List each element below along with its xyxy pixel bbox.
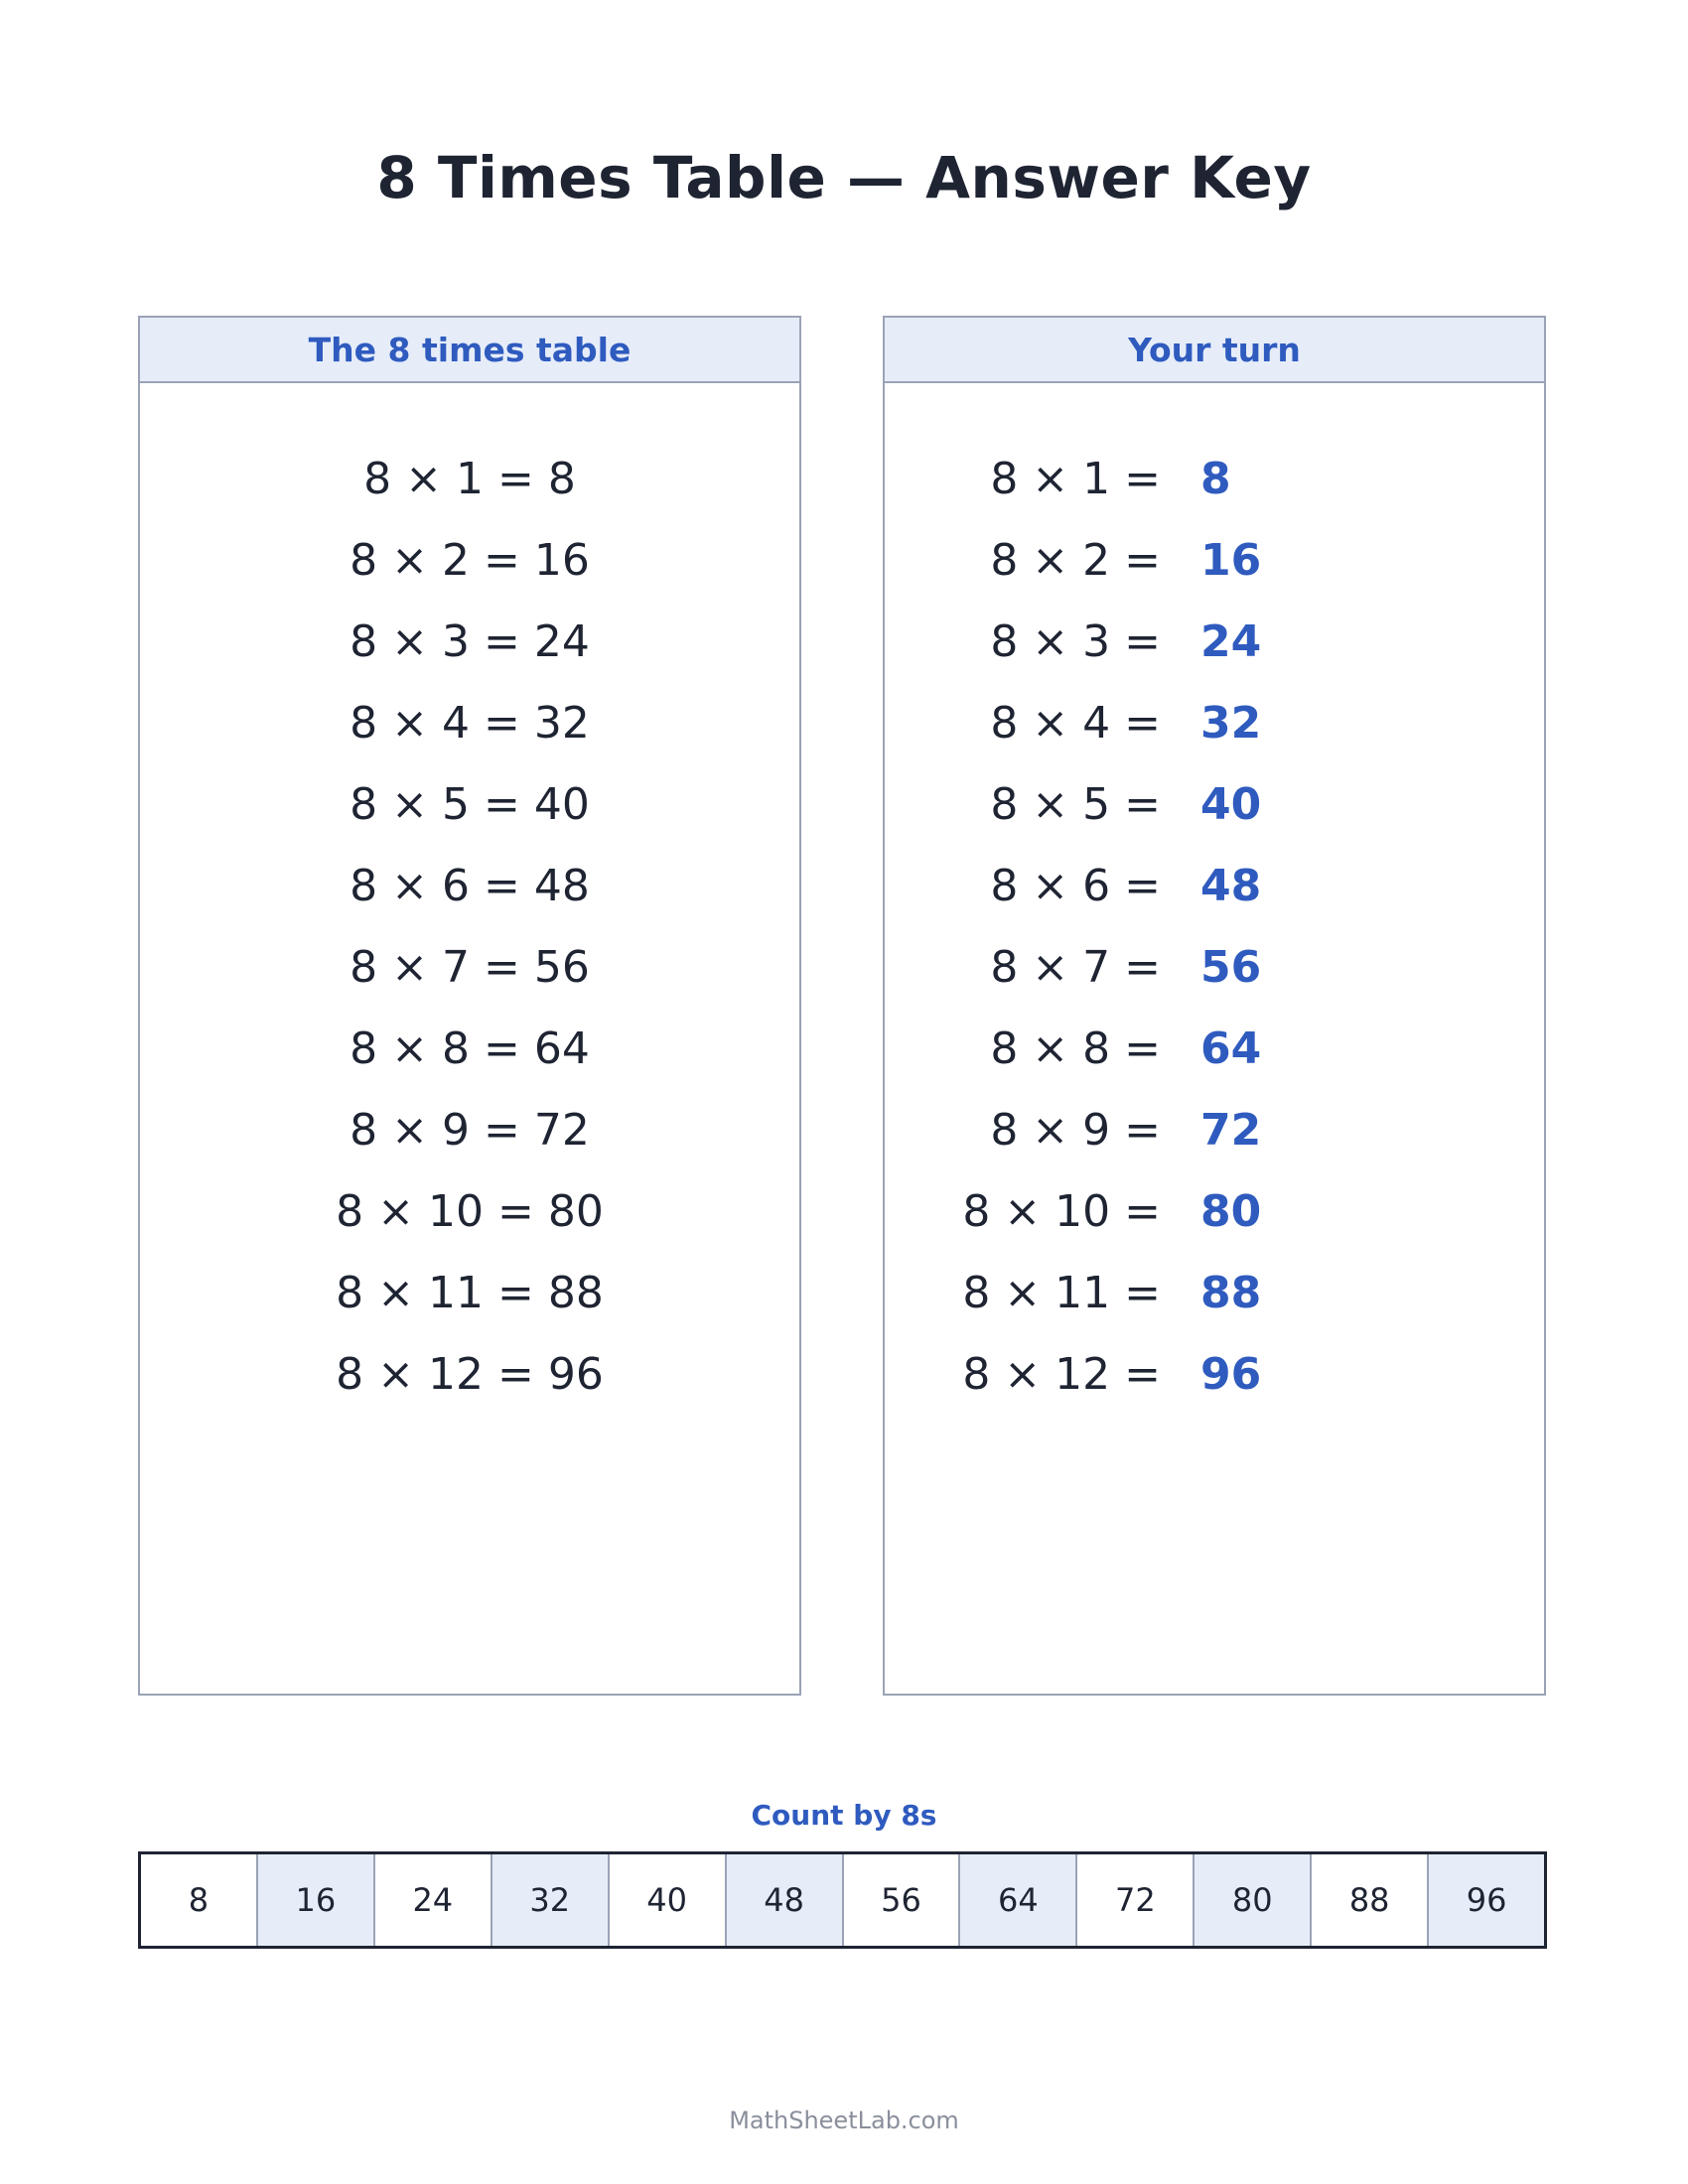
count-by-title: Count by 8s xyxy=(751,1799,937,1832)
count-cell: 48 xyxy=(727,1854,844,1946)
question-text: 8 × 1 = xyxy=(990,453,1161,504)
fact-row: 8 × 2 = 16 xyxy=(350,534,590,586)
site-footer: MathSheetLab.com xyxy=(729,2107,959,2134)
count-cell: 16 xyxy=(258,1854,375,1946)
answer-value: 72 xyxy=(1200,1104,1262,1156)
question-text: 8 × 2 = xyxy=(990,534,1161,586)
question-text: 8 × 10 = xyxy=(962,1185,1161,1237)
fact-row: 8 × 12 = 96 xyxy=(336,1348,604,1400)
count-cell: 8 xyxy=(141,1854,258,1946)
question-text: 8 × 5 = xyxy=(990,778,1161,830)
your-turn-rows xyxy=(885,383,1544,1694)
question-text: 8 × 4 = xyxy=(990,697,1161,749)
answer-value: 48 xyxy=(1200,860,1262,911)
fact-row: 8 × 9 = 72 xyxy=(350,1104,590,1156)
times-table-panel xyxy=(138,316,801,1696)
times-table-facts xyxy=(140,383,799,1694)
answer-value: 16 xyxy=(1200,534,1262,586)
answer-value: 40 xyxy=(1200,778,1262,830)
fact-row: 8 × 11 = 88 xyxy=(336,1267,604,1318)
count-cell: 80 xyxy=(1195,1854,1312,1946)
count-cell: 72 xyxy=(1077,1854,1195,1946)
fact-row: 8 × 7 = 56 xyxy=(350,941,590,993)
count-cell: 64 xyxy=(960,1854,1077,1946)
count-cell: 32 xyxy=(492,1854,610,1946)
fact-row: 8 × 10 = 80 xyxy=(336,1185,604,1237)
question-text: 8 × 12 = xyxy=(962,1348,1161,1400)
question-text: 8 × 11 = xyxy=(962,1267,1161,1318)
fact-row: 8 × 1 = 8 xyxy=(363,453,576,504)
fact-row: 8 × 4 = 32 xyxy=(350,697,590,749)
answer-row xyxy=(885,1324,1544,1424)
answer-value: 64 xyxy=(1200,1023,1262,1074)
count-cell: 88 xyxy=(1312,1854,1429,1946)
count-cell: 56 xyxy=(844,1854,961,1946)
your-turn-panel xyxy=(883,316,1546,1696)
question-text: 8 × 7 = xyxy=(990,941,1161,993)
question-text: 8 × 8 = xyxy=(990,1023,1161,1074)
question-text: 8 × 3 = xyxy=(990,615,1161,667)
answer-value: 96 xyxy=(1200,1348,1262,1400)
page-title: 8 Times Table — Answer Key xyxy=(376,144,1312,211)
answer-value: 88 xyxy=(1200,1267,1262,1318)
fact-row: 8 × 5 = 40 xyxy=(350,778,590,830)
count-cell: 96 xyxy=(1429,1854,1544,1946)
times-table-header: The 8 times table xyxy=(140,318,799,383)
answer-value: 24 xyxy=(1200,615,1262,667)
answer-value: 80 xyxy=(1200,1185,1262,1237)
fact-row: 8 × 6 = 48 xyxy=(350,860,590,911)
answer-value: 8 xyxy=(1200,453,1231,504)
your-turn-header: Your turn xyxy=(885,318,1544,383)
answer-value: 32 xyxy=(1200,697,1262,749)
count-cell: 40 xyxy=(610,1854,727,1946)
fact-row: 8 × 8 = 64 xyxy=(350,1023,590,1074)
question-text: 8 × 9 = xyxy=(990,1104,1161,1156)
count-by-strip xyxy=(138,1851,1547,1949)
answer-value: 56 xyxy=(1200,941,1262,993)
question-text: 8 × 6 = xyxy=(990,860,1161,911)
fact-row: 8 × 3 = 24 xyxy=(350,615,590,667)
count-cell: 24 xyxy=(375,1854,492,1946)
